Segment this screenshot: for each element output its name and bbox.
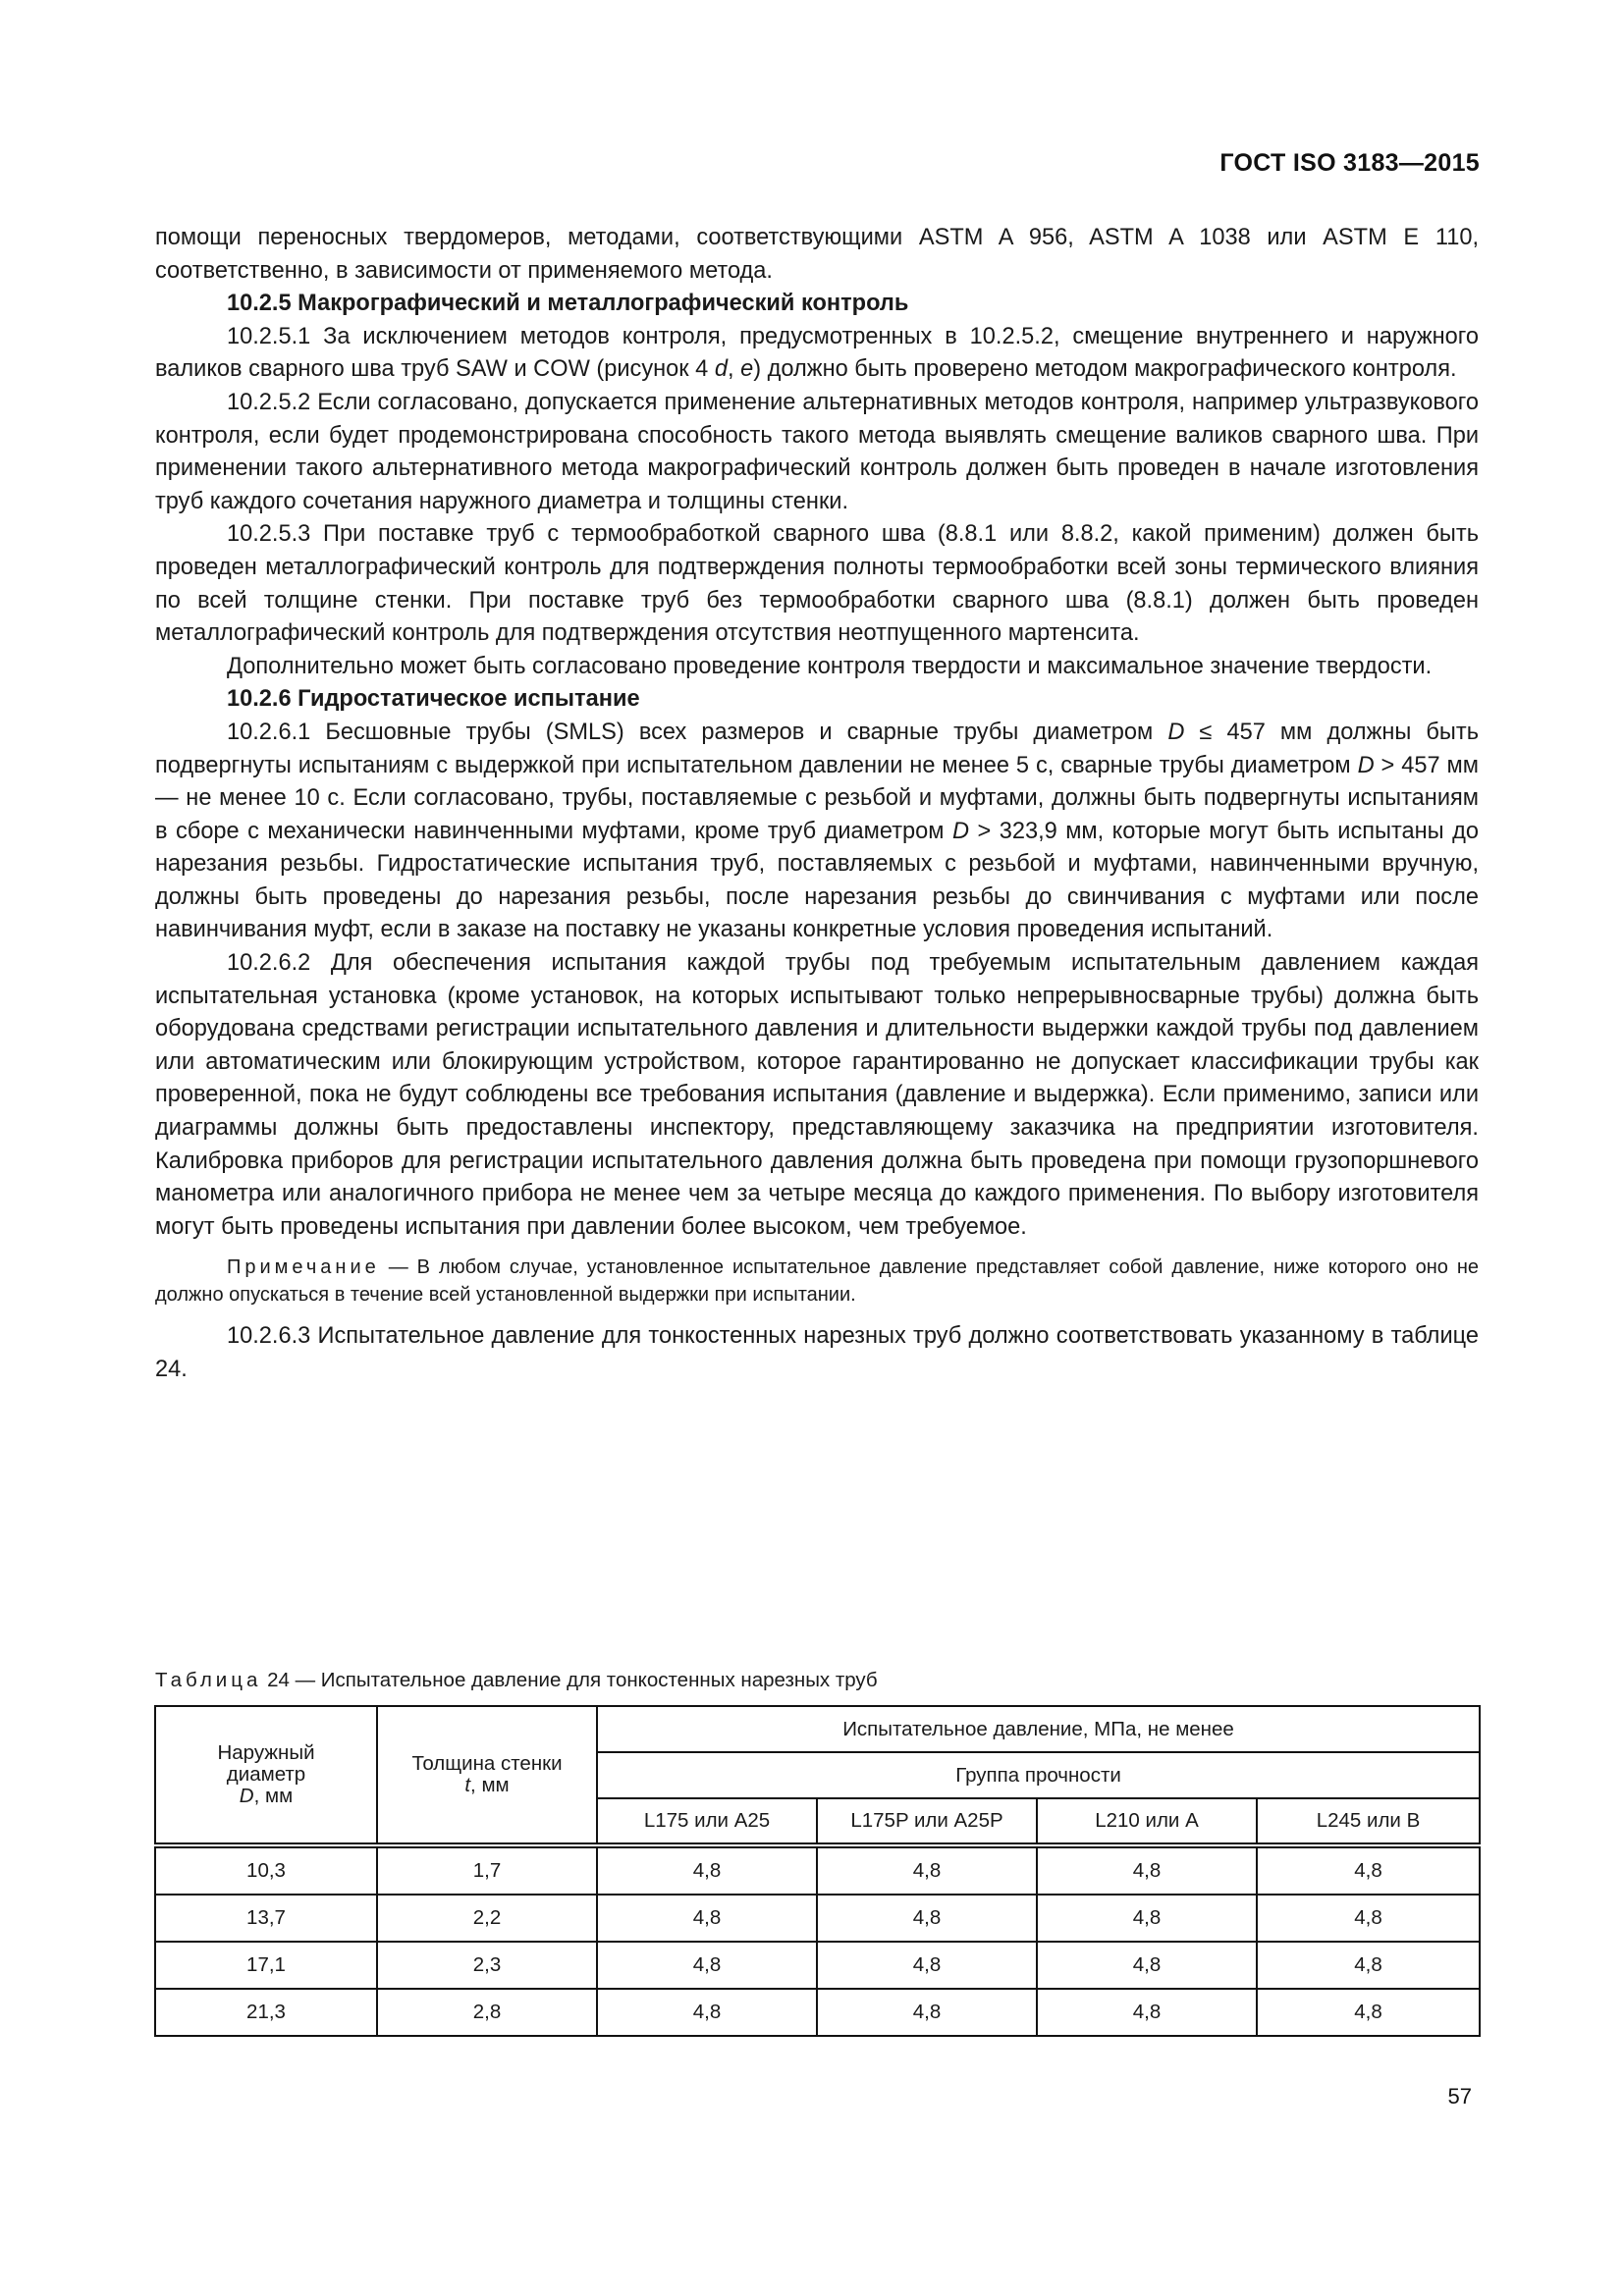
page-number: 57 bbox=[1447, 2084, 1472, 2109]
table-caption bbox=[155, 1669, 878, 1692]
table-row bbox=[155, 1895, 1480, 1942]
column-header-grade-4: L245 или B bbox=[1257, 1798, 1480, 1845]
paragraph-10-2-5-1 bbox=[155, 321, 1479, 387]
column-subgroup-strength-grade: Группа прочности bbox=[597, 1752, 1480, 1798]
text-run: > 457 мм — не менее 10 с. Если согласовано, трубы, поставляемые с резьбой и муфтами, должны быть подвергнуты испытаниям в сборе с механически навинченными муфтами, кроме труб диаметром bbox=[155, 752, 1479, 844]
cell-thickness: 2,2 bbox=[377, 1895, 597, 1942]
cell-pressure: 4,8 bbox=[817, 1989, 1037, 2036]
cell-pressure: 4,8 bbox=[817, 1942, 1037, 1989]
cell-diameter: 21,3 bbox=[155, 1989, 377, 2036]
figure-ref-e: e bbox=[740, 356, 754, 383]
cell-diameter: 17,1 bbox=[155, 1942, 377, 1989]
cell-pressure: 4,8 bbox=[597, 1942, 817, 1989]
header-text: Толщина стенки bbox=[411, 1752, 563, 1775]
table-caption-label: Таблица bbox=[155, 1669, 262, 1691]
cell-pressure: 4,8 bbox=[1037, 1845, 1257, 1895]
test-pressure-table bbox=[154, 1705, 1481, 2037]
section-heading-10-2-5: 10.2.5 Макрографический и металлографический контроль bbox=[227, 291, 909, 317]
header-unit: , мм bbox=[470, 1774, 510, 1796]
header-text: Наружный bbox=[217, 1741, 315, 1764]
header-text: диаметр bbox=[226, 1763, 306, 1786]
note-label: Примечание bbox=[227, 1256, 380, 1279]
cell-diameter: 13,7 bbox=[155, 1895, 377, 1942]
text-run: ) должно быть проверено методом макрографического контроля. bbox=[753, 356, 1457, 383]
variable-d: D bbox=[951, 818, 969, 844]
note-text: — В любом случае, установленное испытательное давление представляет собой давление, ниже которого оно не должно опускаться в течение всей установленной выдержки при испытании. bbox=[155, 1256, 1479, 1307]
document-body bbox=[155, 222, 1479, 1387]
cell-pressure: 4,8 bbox=[1257, 1845, 1480, 1895]
variable-d: D bbox=[1167, 719, 1185, 745]
cell-pressure: 4,8 bbox=[1037, 1942, 1257, 1989]
text-run: , bbox=[727, 356, 741, 383]
column-header-grade-2: L175P или A25P bbox=[817, 1798, 1037, 1845]
note bbox=[155, 1254, 1479, 1308]
table-row bbox=[155, 1989, 1480, 2036]
paragraph-10-2-6-3: 10.2.6.3 Испытательное давление для тонкостенных нарезных труб должно соответствовать указанному в таблице 24. bbox=[155, 1323, 1479, 1382]
paragraph-10-2-5-3: 10.2.5.3 При поставке труб с термообработкой сварного шва (8.8.1 или 8.8.2, какой применим) должен быть проведен металлографический контроль для подтверждения полноты термообработки всей зоны термического влияния по всей толщине стенки. При поставке труб без термообработки сварного шва (8.8.1) должен быть проведен металлографический контроль для подтверждения отсутствия неотпущенного мартенсита. bbox=[155, 521, 1479, 647]
table-row bbox=[155, 1942, 1480, 1989]
text-run: 10.2.5.1 За исключением методов контроля, предусмотренных в 10.2.5.2, смещение внутреннего и наружного валиков сварного шва труб SAW и COW (рисунок 4 bbox=[155, 323, 1479, 383]
column-header-thickness bbox=[377, 1706, 597, 1845]
paragraph-10-2-6-2: 10.2.6.2 Для обеспечения испытания каждой трубы под требуемым испытательным давлением каждая испытательная установка (кроме установок, на которых испытывают только непрерывносварные трубы) должна быть оборудована средствами регистрации испытательного давления и длительности выдержки каждой трубы под давлением или автоматическим или блокирующим устройством, которое гарантированно не допускает классификации трубы как проверенной, пока не будут соблюдены все требования испытания (давление и выдержка). Если применимо, записи или диаграммы должны быть предоставлены инспектору, представляющему заказчика на предприятии изготовителя. Калибровка приборов для регистрации испытательного давления должна быть проведена при помощи грузопоршневого манометра или аналогичного прибора не менее чем за четыре месяца до каждого применения. По выбору изготовителя могут быть проведены испытания при давлении более высоком, чем требуемое. bbox=[155, 950, 1479, 1240]
column-header-grade-1: L175 или A25 bbox=[597, 1798, 817, 1845]
text-run: ≤ 457 мм должны быть подвергнуты испытаниям с выдержкой при испытательном давлении не менее 5 с, сварные трубы диаметром bbox=[155, 719, 1479, 778]
paragraph-10-2-5-2: 10.2.5.2 Если согласовано, допускается применение альтернативных методов контроля, например ультразвукового контроля, если будет продемонстрирована способность такого метода выявлять смещение валиков сварного шва. При применении такого альтернативного метода макрографический контроль должен быть проведен в начале изготовления труб каждого сочетания наружного диаметра и толщины стенки. bbox=[155, 389, 1479, 514]
variable-t: t bbox=[464, 1774, 471, 1796]
cell-pressure: 4,8 bbox=[597, 1989, 817, 2036]
cell-pressure: 4,8 bbox=[1037, 1895, 1257, 1942]
header-unit: , мм bbox=[253, 1785, 294, 1807]
figure-ref-d: d bbox=[714, 356, 728, 383]
column-header-diameter bbox=[155, 1706, 377, 1845]
table-row bbox=[155, 1845, 1480, 1895]
cell-thickness: 2,3 bbox=[377, 1942, 597, 1989]
cell-pressure: 4,8 bbox=[817, 1895, 1037, 1942]
cell-pressure: 4,8 bbox=[1257, 1989, 1480, 2036]
cell-pressure: 4,8 bbox=[1257, 1895, 1480, 1942]
text-run: 10.2.6.1 Бесшовные трубы (SMLS) всех размеров и сварные трубы диаметром bbox=[227, 719, 1168, 745]
text-run: > 323,9 мм, которые могут быть испытаны до нарезания резьбы. Гидростатические испытания труб, поставляемых с резьбой и муфтами, навинченными вручную, должны быть проведены до нарезания резьбы, после нарезания резьбы до свинчивания с муфтами или после навинчивания муфт, если в заказе на поставку не указаны конкретные условия проведения испытаний. bbox=[155, 818, 1479, 943]
cell-pressure: 4,8 bbox=[1257, 1942, 1480, 1989]
table-caption-text: 24 — Испытательное давление для тонкостенных нарезных труб bbox=[261, 1669, 878, 1691]
cell-pressure: 4,8 bbox=[1037, 1989, 1257, 2036]
cell-pressure: 4,8 bbox=[817, 1845, 1037, 1895]
paragraph-continuation: помощи переносных твердомеров, методами, соответствующими ASTM A 956, ASTM A 1038 или ASTM E 110, соответственно, в зависимости от применяемого метода. bbox=[155, 225, 1479, 284]
section-heading-10-2-6: 10.2.6 Гидростатическое испытание bbox=[227, 686, 640, 713]
column-group-test-pressure: Испытательное давление, МПа, не менее bbox=[597, 1706, 1480, 1752]
cell-pressure: 4,8 bbox=[597, 1845, 817, 1895]
paragraph-10-2-6-1 bbox=[155, 717, 1479, 947]
document-standard-header: ГОСТ ISO 3183—2015 bbox=[1219, 149, 1480, 177]
cell-pressure: 4,8 bbox=[597, 1895, 817, 1942]
cell-diameter: 10,3 bbox=[155, 1845, 377, 1895]
cell-thickness: 1,7 bbox=[377, 1845, 597, 1895]
variable-d: D bbox=[239, 1785, 254, 1807]
variable-d: D bbox=[1357, 752, 1375, 778]
column-header-grade-3: L210 или A bbox=[1037, 1798, 1257, 1845]
paragraph-additional: Дополнительно может быть согласовано проведение контроля твердости и максимальное значение твердости. bbox=[227, 653, 1433, 679]
cell-thickness: 2,8 bbox=[377, 1989, 597, 2036]
